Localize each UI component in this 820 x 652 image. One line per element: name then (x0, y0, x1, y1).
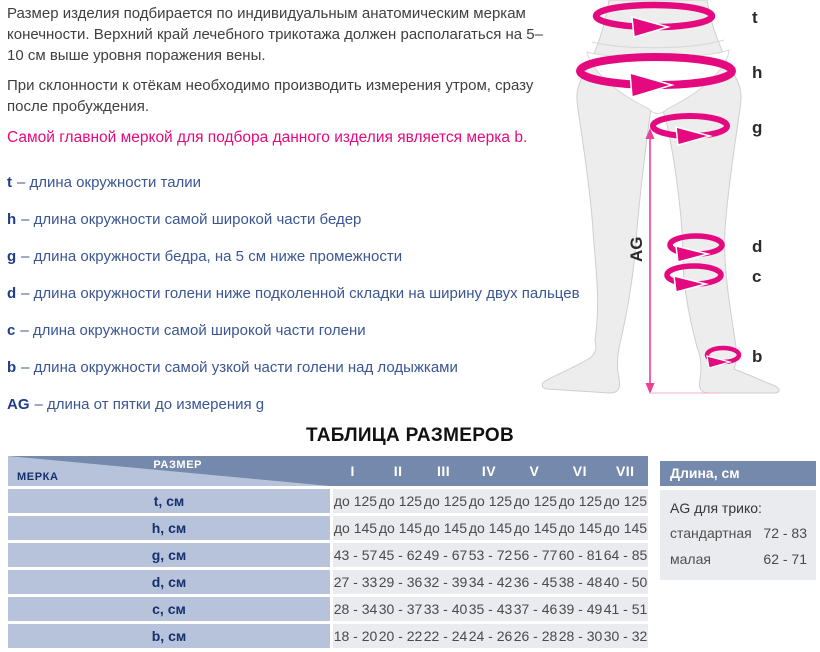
intro-paragraph-1: Размер изделия подбирается по индивидуальным анатомическим меркам конечности. Верхний край лечебного трикотажа должен располагаться на 5–10 см выше уровня поражения вены. (7, 5, 543, 64)
length-row-value: 62 - 71 (763, 551, 807, 567)
column-header: III (436, 463, 451, 479)
row-cells (333, 570, 648, 594)
corner-measure-label: МЕРКА (17, 471, 59, 483)
intro-paragraph-2: При склонности к отёкам необходимо производить измерения утром, сразу после пробуждения. (7, 77, 534, 115)
definition-key: g (7, 247, 17, 265)
key-measure-note: Самой главной меркой для подбора данного изделия является мерка b. (7, 129, 528, 146)
table-cell: 41 - 51 (603, 601, 648, 617)
size-table-title: ТАБЛИЦА РАЗМЕРОВ (305, 425, 515, 446)
table-cell: 56 - 77 (513, 547, 558, 563)
definition-text: – длина окружности талии (17, 173, 202, 191)
table-cell: 38 - 48 (558, 574, 603, 590)
table-cell: до 145 (558, 520, 603, 536)
table-row-t (8, 489, 648, 513)
length-table (660, 456, 816, 648)
definition-key: AG (7, 395, 30, 413)
length-table-subheader: AG для трико: (670, 500, 762, 516)
table-cell: до 125 (603, 493, 648, 509)
definition-text: – длина окружности голени ниже подколенной складки на ширину двух пальцев (21, 284, 580, 302)
table-cell: 36 - 45 (513, 574, 558, 590)
row-cells (333, 489, 648, 513)
table-row-g (8, 543, 648, 567)
diagram-label-t: t (752, 8, 758, 27)
table-cell: до 125 (513, 493, 558, 509)
row-cells (333, 516, 648, 540)
row-label: c, см (8, 597, 330, 621)
table-cell: до 145 (423, 520, 468, 536)
table-cell: 33 - 40 (423, 601, 468, 617)
table-cell: 29 - 36 (378, 574, 423, 590)
diagram-label-b: b (752, 347, 763, 366)
column-header: I (350, 463, 355, 479)
definition-text: – длина окружности самой широкой части голени (20, 321, 366, 339)
table-cell: 26 - 28 (513, 628, 558, 644)
table-cell: 22 - 24 (423, 628, 468, 644)
row-cells (333, 597, 648, 621)
definition-text: – длина окружности самой широкой части бедер (21, 210, 362, 228)
table-cell: 30 - 37 (378, 601, 423, 617)
table-cell: 27 - 33 (333, 574, 378, 590)
row-label: g, см (8, 543, 330, 567)
size-table-header (8, 456, 648, 486)
definition-text: – длина от пятки до измерения g (34, 395, 265, 413)
row-label: t, см (8, 489, 330, 513)
table-cell: 28 - 30 (558, 628, 603, 644)
table-cell: 24 - 26 (468, 628, 513, 644)
legs-measurement-diagram (530, 0, 820, 420)
table-cell: 49 - 67 (423, 547, 468, 563)
table-row-h (8, 516, 648, 540)
table-cell: 64 - 85 (603, 547, 648, 563)
table-cell: 43 - 57 (333, 547, 378, 563)
length-table-body (660, 490, 816, 580)
table-cell: 32 - 39 (423, 574, 468, 590)
table-cell: 18 - 20 (333, 628, 378, 644)
length-row-label: стандартная (670, 525, 752, 541)
table-cell: 60 - 81 (558, 547, 603, 563)
row-label: h, см (8, 516, 330, 540)
column-header: IV (481, 463, 497, 479)
column-header: VII (615, 463, 635, 479)
table-cell: до 145 (513, 520, 558, 536)
definition-text: – длина окружности бедра, на 5 см ниже промежности (21, 247, 403, 265)
row-cells (333, 543, 648, 567)
table-cell: до 125 (333, 493, 378, 509)
table-row-c (8, 597, 648, 621)
row-label: d, см (8, 570, 330, 594)
length-row-value: 72 - 83 (763, 525, 807, 541)
table-cell: до 125 (423, 493, 468, 509)
table-cell: 39 - 49 (558, 601, 603, 617)
length-row-small (670, 546, 807, 572)
table-cell: 40 - 50 (603, 574, 648, 590)
table-cell: до 125 (378, 493, 423, 509)
row-label: b, см (8, 624, 330, 648)
ag-arrow-down-icon (646, 383, 655, 394)
definition-key: b (7, 358, 17, 376)
definition-key: c (7, 321, 16, 339)
corner-size-label: РАЗМЕР (153, 459, 203, 471)
diagram-label-h: h (752, 63, 763, 82)
length-table-header: Длина, см (660, 461, 816, 486)
tables-wrap (0, 456, 820, 648)
size-columns (330, 456, 648, 486)
diagram-label-g: g (752, 118, 763, 137)
table-cell: 30 - 32 (603, 628, 648, 644)
table-cell: 45 - 62 (378, 547, 423, 563)
size-table (8, 456, 648, 648)
diagram-label-c: c (752, 267, 762, 286)
size-table-section (0, 420, 820, 648)
table-row-b (8, 624, 648, 648)
definition-key: t (7, 173, 12, 191)
definition-text: – длина окружности самой узкой части голени над лодыжками (21, 358, 458, 376)
table-cell: до 145 (468, 520, 513, 536)
column-header: VI (572, 463, 587, 479)
table-cell: до 145 (603, 520, 648, 536)
table-cell: 37 - 46 (513, 601, 558, 617)
table-cell: 53 - 72 (468, 547, 513, 563)
legs-diagram-svg (530, 0, 820, 420)
row-cells (333, 624, 648, 648)
table-cell: до 145 (333, 520, 378, 536)
column-header: II (393, 463, 403, 479)
column-header: V (529, 463, 540, 479)
length-row-standard (670, 520, 807, 546)
table-cell: до 145 (378, 520, 423, 536)
table-cell: 34 - 42 (468, 574, 513, 590)
definition-key: h (7, 210, 17, 228)
definition-key: d (7, 284, 17, 302)
table-cell: до 125 (558, 493, 603, 509)
table-cell: 35 - 43 (468, 601, 513, 617)
diagram-label-d: d (752, 237, 763, 256)
table-row-d (8, 570, 648, 594)
table-cell: 20 - 22 (378, 628, 423, 644)
table-cell: до 125 (468, 493, 513, 509)
ag-label: AG (627, 236, 646, 262)
table-cell: 28 - 34 (333, 601, 378, 617)
length-row-label: малая (670, 551, 711, 567)
corner-cell (8, 456, 330, 486)
